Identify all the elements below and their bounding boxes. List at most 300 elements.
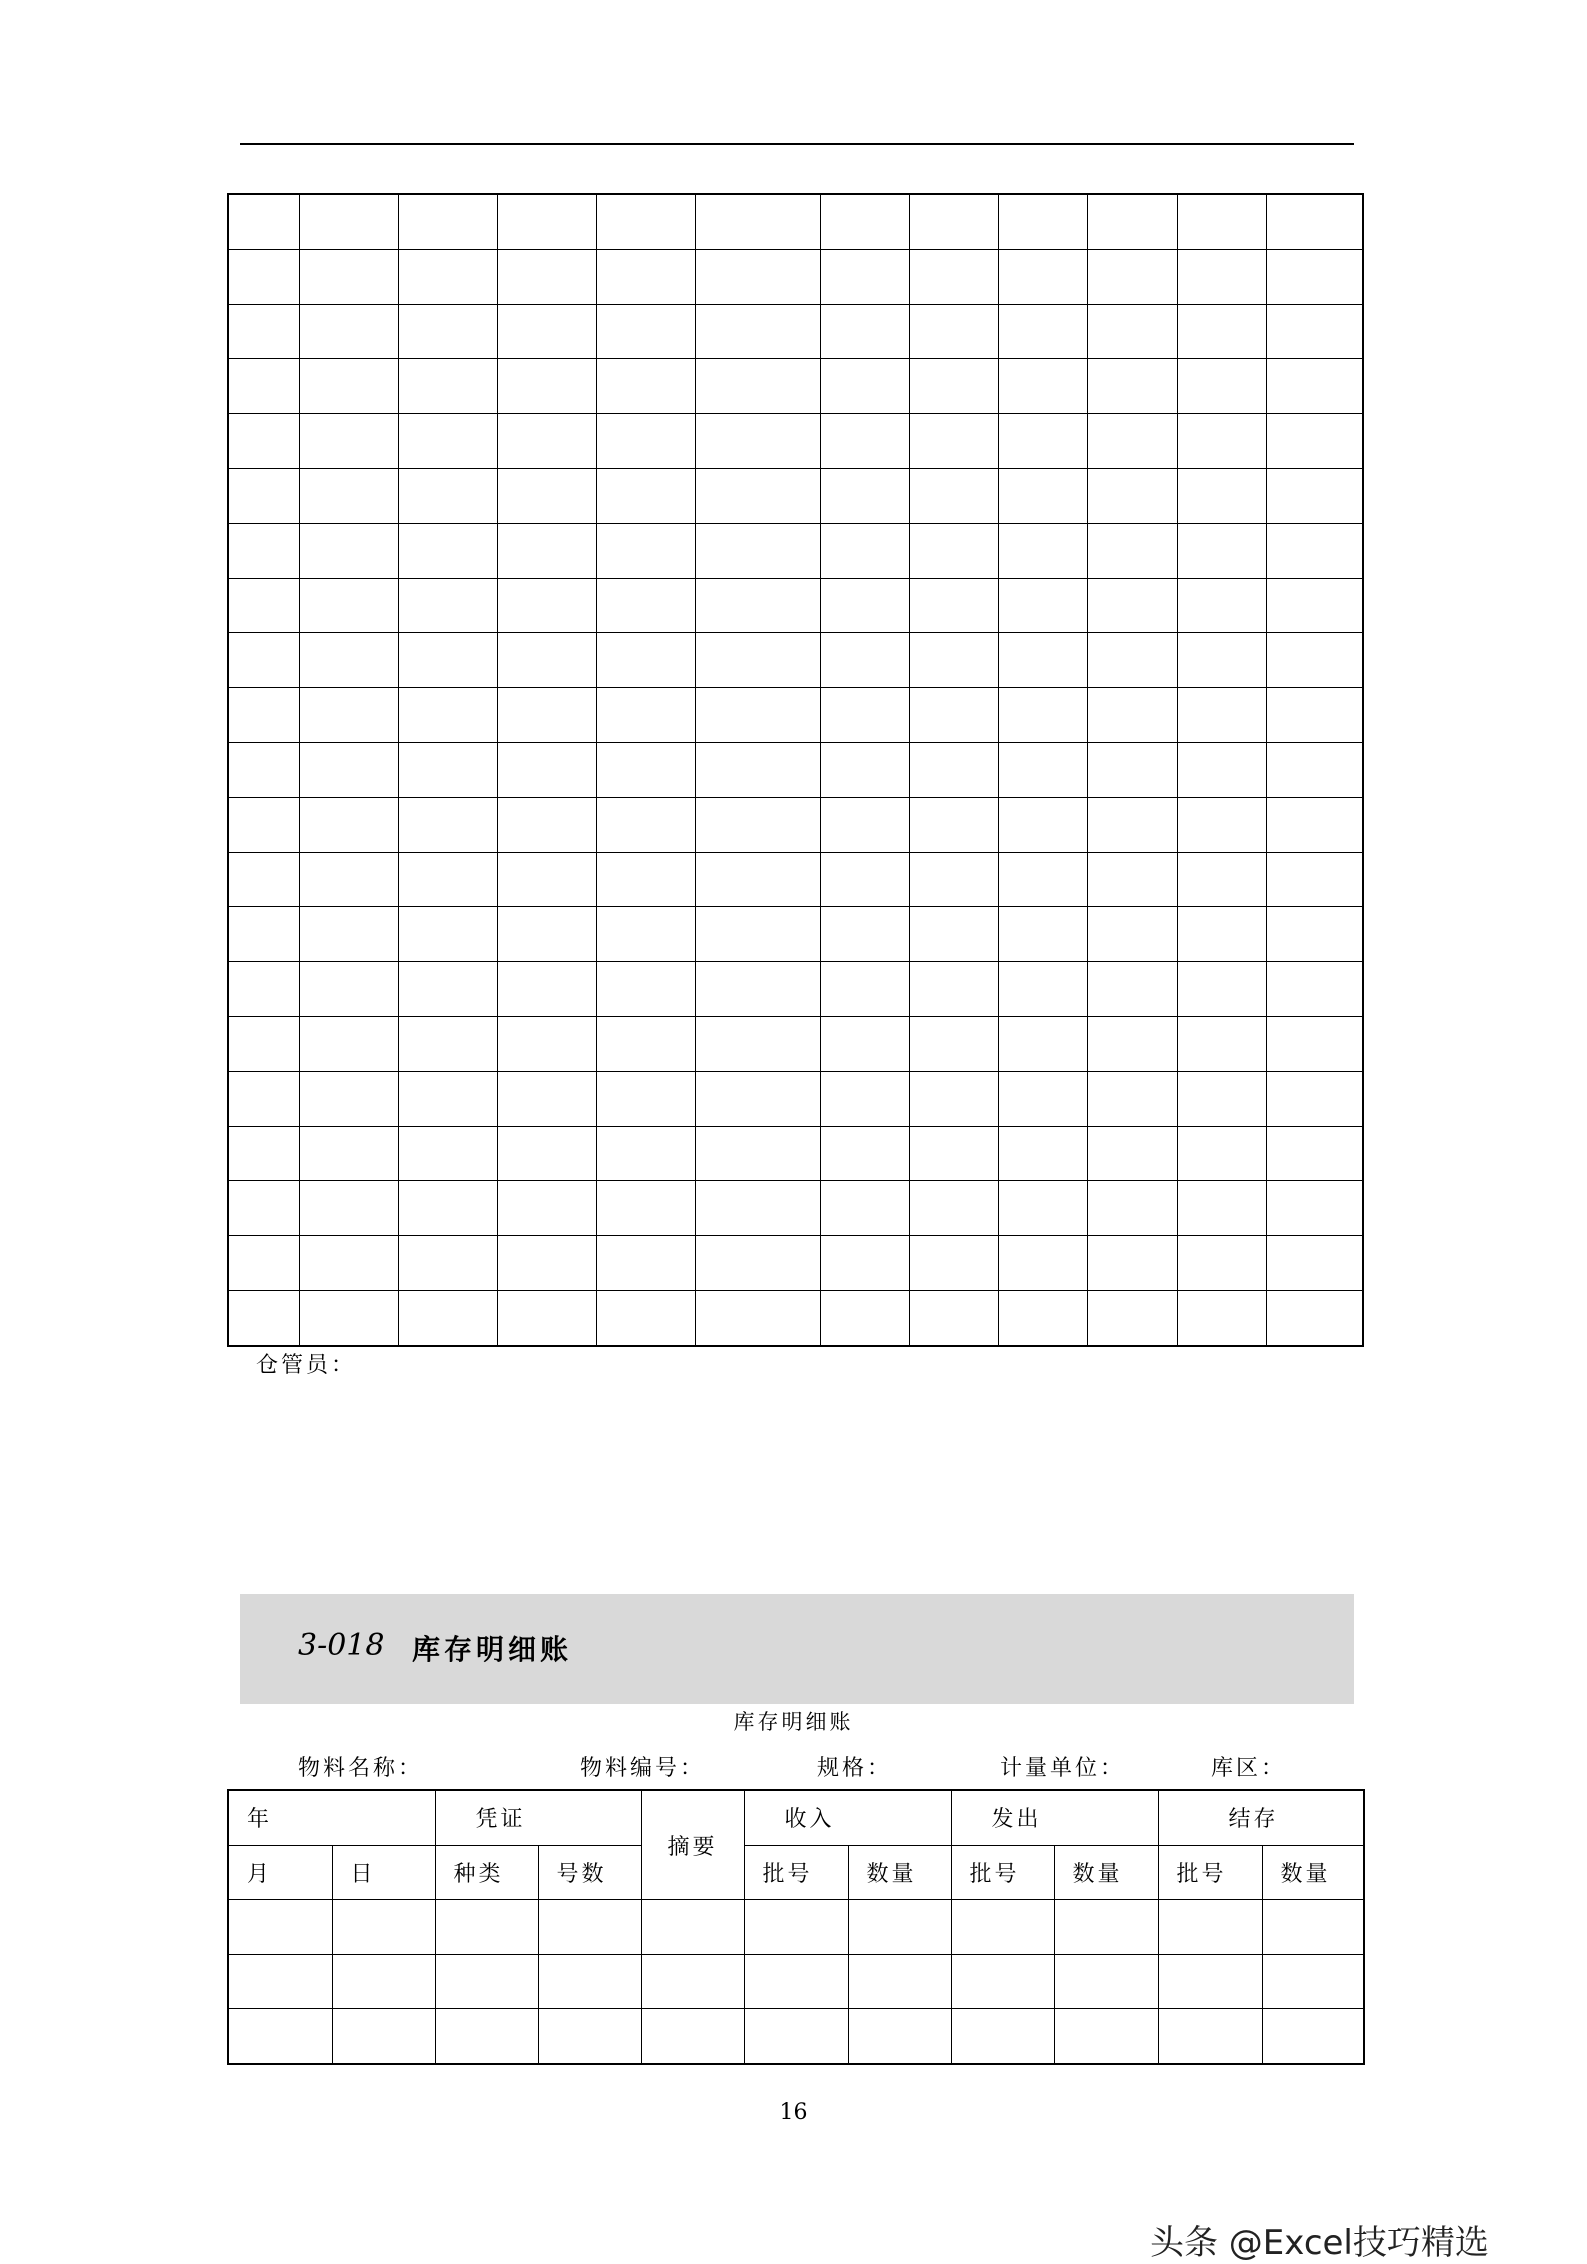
grid-row	[228, 1181, 1363, 1236]
grid-cell	[1087, 852, 1177, 907]
grid-cell	[820, 907, 909, 962]
issue-batch-header: 批号	[951, 1845, 1054, 1900]
grid-cell	[1087, 249, 1177, 304]
grid-cell	[596, 1071, 695, 1126]
grid-cell	[909, 852, 998, 907]
grid-cell	[596, 1236, 695, 1291]
ledger-cell	[744, 2009, 848, 2064]
grid-cell	[299, 523, 398, 578]
grid-cell	[998, 852, 1087, 907]
grid-row	[228, 1290, 1363, 1345]
grid-cell	[596, 359, 695, 414]
grid-row	[228, 468, 1363, 523]
grid-cell	[1266, 633, 1363, 688]
balance-qty-header: 数量	[1262, 1845, 1364, 1900]
grid-cell	[299, 852, 398, 907]
grid-cell	[1266, 304, 1363, 359]
balance-batch-header: 批号	[1158, 1845, 1262, 1900]
ledger-cell	[1158, 2009, 1262, 2064]
grid-cell	[820, 414, 909, 469]
grid-cell	[1177, 1126, 1266, 1181]
voucher-header: 凭证	[435, 1790, 641, 1845]
grid-cell	[1087, 1016, 1177, 1071]
grid-row	[228, 523, 1363, 578]
ledger-blank-row	[228, 1900, 1364, 1955]
ledger-cell	[641, 2009, 744, 2064]
grid-cell	[596, 907, 695, 962]
grid-row	[228, 249, 1363, 304]
grid-cell	[398, 1126, 497, 1181]
grid-cell	[1177, 907, 1266, 962]
grid-cell	[596, 578, 695, 633]
grid-cell	[228, 852, 299, 907]
grid-cell	[497, 1126, 596, 1181]
ledger-cell	[1054, 2009, 1158, 2064]
grid-cell	[299, 414, 398, 469]
grid-cell	[596, 1016, 695, 1071]
grid-cell	[497, 249, 596, 304]
grid-cell	[909, 1071, 998, 1126]
issue-qty-header: 数量	[1054, 1845, 1158, 1900]
grid-cell	[820, 1126, 909, 1181]
grid-cell	[998, 414, 1087, 469]
grid-cell	[398, 194, 497, 249]
ledger-cell	[435, 1900, 538, 1955]
material-code-field: 物料编号：	[580, 1756, 706, 1781]
grid-cell	[596, 688, 695, 743]
grid-cell	[398, 414, 497, 469]
grid-cell	[596, 852, 695, 907]
grid-cell	[909, 414, 998, 469]
grid-cell	[695, 797, 820, 852]
grid-cell	[1087, 1071, 1177, 1126]
ledger-cell	[1262, 2009, 1364, 2064]
grid-cell	[1266, 414, 1363, 469]
grid-cell	[1087, 1290, 1177, 1345]
grid-cell	[228, 1290, 299, 1345]
grid-cell	[596, 468, 695, 523]
grid-cell	[998, 1016, 1087, 1071]
grid-cell	[398, 742, 497, 797]
inventory-ledger-table	[227, 1789, 1365, 2065]
grid-cell	[596, 633, 695, 688]
grid-cell	[695, 962, 820, 1017]
warehouse-keeper-label: 仓管员：	[256, 1353, 357, 1378]
grid-cell	[596, 1290, 695, 1345]
grid-cell	[820, 1236, 909, 1291]
ledger-cell	[641, 1900, 744, 1955]
ledger-cell	[1158, 1954, 1262, 2009]
grid-row	[228, 1126, 1363, 1181]
grid-cell	[909, 304, 998, 359]
grid-cell	[596, 304, 695, 359]
grid-cell	[820, 688, 909, 743]
grid-cell	[596, 962, 695, 1017]
grid-cell	[228, 742, 299, 797]
grid-cell	[497, 194, 596, 249]
grid-cell	[998, 1126, 1087, 1181]
grid-cell	[909, 1126, 998, 1181]
grid-cell	[596, 742, 695, 797]
ledger-cell	[228, 2009, 332, 2064]
grid-cell	[497, 414, 596, 469]
grid-cell	[228, 907, 299, 962]
grid-cell	[820, 249, 909, 304]
grid-row	[228, 304, 1363, 359]
grid-cell	[909, 578, 998, 633]
grid-cell	[695, 688, 820, 743]
grid-row	[228, 194, 1363, 249]
grid-cell	[497, 523, 596, 578]
grid-cell	[228, 1126, 299, 1181]
grid-cell	[497, 742, 596, 797]
ledger-cell	[1262, 1954, 1364, 2009]
grid-cell	[228, 962, 299, 1017]
grid-cell	[1177, 742, 1266, 797]
page-number: 16	[779, 2100, 808, 2125]
grid-cell	[1266, 797, 1363, 852]
ledger-cell	[951, 2009, 1054, 2064]
grid-cell	[909, 1016, 998, 1071]
grid-cell	[1087, 797, 1177, 852]
grid-cell	[820, 1181, 909, 1236]
ledger-blank-row	[228, 1954, 1364, 2009]
grid-row	[228, 742, 1363, 797]
ledger-cell	[848, 1900, 951, 1955]
grid-cell	[299, 1016, 398, 1071]
grid-row	[228, 852, 1363, 907]
grid-cell	[398, 1290, 497, 1345]
ledger-cell	[1158, 1900, 1262, 1955]
grid-cell	[1177, 523, 1266, 578]
grid-cell	[820, 359, 909, 414]
grid-cell	[1177, 414, 1266, 469]
grid-cell	[998, 304, 1087, 359]
voucher-type-header: 种类	[435, 1845, 538, 1900]
grid-cell	[820, 578, 909, 633]
grid-cell	[909, 742, 998, 797]
grid-cell	[1087, 633, 1177, 688]
grid-cell	[497, 852, 596, 907]
grid-cell	[695, 194, 820, 249]
grid-cell	[695, 1016, 820, 1071]
ledger-cell	[228, 1954, 332, 2009]
grid-cell	[1177, 852, 1266, 907]
grid-row	[228, 1071, 1363, 1126]
grid-cell	[909, 797, 998, 852]
grid-cell	[998, 633, 1087, 688]
grid-cell	[1266, 1236, 1363, 1291]
ledger-cell	[848, 1954, 951, 2009]
grid-row	[228, 1236, 1363, 1291]
grid-cell	[695, 304, 820, 359]
ledger-header-row-2	[228, 1845, 1364, 1900]
section-banner	[240, 1594, 1354, 1704]
grid-cell	[909, 468, 998, 523]
ledger-cell	[641, 1954, 744, 2009]
ledger-cell	[1262, 1900, 1364, 1955]
grid-cell	[1266, 1016, 1363, 1071]
grid-cell	[998, 468, 1087, 523]
grid-cell	[299, 1290, 398, 1345]
grid-cell	[1087, 194, 1177, 249]
grid-cell	[998, 1290, 1087, 1345]
grid-row	[228, 359, 1363, 414]
grid-cell	[228, 1236, 299, 1291]
grid-cell	[398, 304, 497, 359]
grid-cell	[299, 578, 398, 633]
grid-cell	[398, 907, 497, 962]
grid-cell	[497, 359, 596, 414]
grid-cell	[299, 1236, 398, 1291]
grid-cell	[695, 578, 820, 633]
grid-cell	[398, 523, 497, 578]
material-name-field: 物料名称：	[298, 1756, 424, 1781]
grid-cell	[1087, 359, 1177, 414]
grid-cell	[1177, 1236, 1266, 1291]
grid-cell	[1266, 907, 1363, 962]
grid-row	[228, 962, 1363, 1017]
grid-row	[228, 633, 1363, 688]
grid-cell	[1177, 359, 1266, 414]
grid-cell	[1087, 414, 1177, 469]
grid-cell	[1087, 962, 1177, 1017]
grid-cell	[299, 359, 398, 414]
section-title: 库存明细账	[412, 1633, 573, 1666]
ledger-cell	[332, 1954, 435, 2009]
ledger-cell	[1054, 1954, 1158, 2009]
grid-cell	[820, 797, 909, 852]
grid-cell	[299, 1126, 398, 1181]
grid-cell	[228, 523, 299, 578]
grid-cell	[497, 962, 596, 1017]
grid-cell	[695, 523, 820, 578]
grid-cell	[909, 359, 998, 414]
grid-cell	[820, 852, 909, 907]
grid-cell	[1177, 688, 1266, 743]
warehouse-area-field: 库区：	[1211, 1756, 1287, 1781]
grid-cell	[398, 578, 497, 633]
grid-cell	[1266, 578, 1363, 633]
grid-cell	[1266, 1181, 1363, 1236]
ledger-cell	[951, 1954, 1054, 2009]
grid-cell	[497, 688, 596, 743]
grid-cell	[1087, 1126, 1177, 1181]
ledger-cell	[744, 1954, 848, 2009]
grid-cell	[1177, 962, 1266, 1017]
grid-cell	[1266, 249, 1363, 304]
grid-cell	[909, 523, 998, 578]
day-header: 日	[332, 1845, 435, 1900]
grid-cell	[228, 578, 299, 633]
grid-cell	[398, 1071, 497, 1126]
header-rule	[240, 143, 1354, 145]
ledger-header-row-1	[228, 1790, 1364, 1845]
grid-cell	[398, 633, 497, 688]
ledger-cell	[951, 1900, 1054, 1955]
grid-cell	[1087, 468, 1177, 523]
grid-cell	[398, 1236, 497, 1291]
grid-cell	[299, 742, 398, 797]
grid-row	[228, 907, 1363, 962]
receipt-batch-header: 批号	[744, 1845, 848, 1900]
grid-cell	[1087, 742, 1177, 797]
grid-cell	[596, 523, 695, 578]
summary-header: 摘要	[641, 1790, 744, 1900]
blank-grid-table	[227, 193, 1364, 1347]
grid-cell	[695, 852, 820, 907]
grid-cell	[1266, 742, 1363, 797]
ledger-cell	[228, 1900, 332, 1955]
ledger-cell	[848, 2009, 951, 2064]
grid-cell	[820, 468, 909, 523]
grid-cell	[695, 249, 820, 304]
grid-cell	[998, 359, 1087, 414]
ledger-cell	[435, 2009, 538, 2064]
ledger-cell	[538, 1954, 641, 2009]
grid-cell	[695, 1071, 820, 1126]
grid-cell	[1177, 1290, 1266, 1345]
grid-cell	[497, 797, 596, 852]
grid-cell	[497, 1236, 596, 1291]
grid-cell	[909, 1181, 998, 1236]
month-header: 月	[228, 1845, 332, 1900]
ledger-cell	[1054, 1900, 1158, 1955]
receipt-qty-header: 数量	[848, 1845, 951, 1900]
grid-cell	[1177, 304, 1266, 359]
year-header: 年	[228, 1790, 435, 1845]
grid-cell	[998, 249, 1087, 304]
grid-cell	[1177, 249, 1266, 304]
grid-cell	[1266, 194, 1363, 249]
grid-cell	[398, 1181, 497, 1236]
grid-cell	[1266, 852, 1363, 907]
grid-cell	[909, 194, 998, 249]
grid-cell	[1177, 194, 1266, 249]
grid-cell	[695, 1181, 820, 1236]
grid-cell	[820, 1290, 909, 1345]
grid-row	[228, 1016, 1363, 1071]
grid-cell	[820, 194, 909, 249]
ledger-cell	[744, 1900, 848, 1955]
grid-cell	[1177, 1181, 1266, 1236]
grid-cell	[228, 1181, 299, 1236]
grid-cell	[1087, 688, 1177, 743]
grid-cell	[1266, 1071, 1363, 1126]
grid-cell	[398, 249, 497, 304]
form-title: 库存明细账	[733, 1710, 854, 1734]
grid-cell	[998, 688, 1087, 743]
grid-cell	[998, 797, 1087, 852]
grid-cell	[497, 1016, 596, 1071]
grid-cell	[228, 249, 299, 304]
grid-cell	[398, 359, 497, 414]
grid-cell	[695, 1126, 820, 1181]
grid-cell	[299, 688, 398, 743]
grid-cell	[998, 907, 1087, 962]
watermark-text: 头条 @Excel技巧精选	[1150, 2223, 1489, 2263]
grid-cell	[695, 742, 820, 797]
ledger-blank-row	[228, 2009, 1364, 2064]
grid-cell	[909, 1290, 998, 1345]
grid-cell	[299, 633, 398, 688]
grid-cell	[228, 1016, 299, 1071]
grid-cell	[228, 633, 299, 688]
grid-cell	[1177, 633, 1266, 688]
ledger-cell	[332, 1900, 435, 1955]
grid-cell	[1177, 1016, 1266, 1071]
grid-cell	[1266, 1290, 1363, 1345]
grid-cell	[596, 249, 695, 304]
grid-cell	[695, 907, 820, 962]
grid-cell	[909, 688, 998, 743]
grid-cell	[596, 1181, 695, 1236]
grid-cell	[497, 1071, 596, 1126]
unit-field: 计量单位：	[1000, 1756, 1126, 1781]
grid-cell	[299, 797, 398, 852]
issue-header: 发出	[951, 1790, 1158, 1845]
grid-cell	[820, 633, 909, 688]
grid-cell	[299, 304, 398, 359]
grid-cell	[497, 578, 596, 633]
grid-cell	[228, 304, 299, 359]
grid-cell	[398, 688, 497, 743]
grid-cell	[998, 523, 1087, 578]
grid-cell	[820, 962, 909, 1017]
grid-cell	[998, 1236, 1087, 1291]
grid-cell	[820, 523, 909, 578]
grid-cell	[1087, 578, 1177, 633]
grid-cell	[596, 797, 695, 852]
grid-cell	[1266, 688, 1363, 743]
grid-cell	[820, 1016, 909, 1071]
grid-cell	[695, 1290, 820, 1345]
grid-cell	[398, 852, 497, 907]
grid-cell	[299, 194, 398, 249]
grid-cell	[497, 633, 596, 688]
grid-row	[228, 578, 1363, 633]
grid-cell	[596, 1126, 695, 1181]
grid-cell	[228, 797, 299, 852]
grid-cell	[1087, 523, 1177, 578]
grid-cell	[398, 962, 497, 1017]
grid-cell	[228, 359, 299, 414]
grid-row	[228, 688, 1363, 743]
grid-cell	[695, 633, 820, 688]
grid-cell	[398, 1016, 497, 1071]
receipt-header: 收入	[744, 1790, 951, 1845]
ledger-cell	[538, 1900, 641, 1955]
grid-cell	[228, 688, 299, 743]
grid-cell	[998, 194, 1087, 249]
grid-cell	[909, 1236, 998, 1291]
ledger-cell	[538, 2009, 641, 2064]
ledger-cell	[435, 1954, 538, 2009]
grid-cell	[299, 962, 398, 1017]
grid-cell	[1266, 1126, 1363, 1181]
grid-cell	[1087, 304, 1177, 359]
grid-cell	[695, 359, 820, 414]
grid-cell	[497, 468, 596, 523]
grid-cell	[1266, 468, 1363, 523]
grid-cell	[398, 797, 497, 852]
grid-cell	[299, 907, 398, 962]
grid-cell	[998, 742, 1087, 797]
grid-cell	[497, 907, 596, 962]
grid-cell	[228, 414, 299, 469]
grid-row	[228, 414, 1363, 469]
spec-field: 规格：	[817, 1756, 893, 1781]
